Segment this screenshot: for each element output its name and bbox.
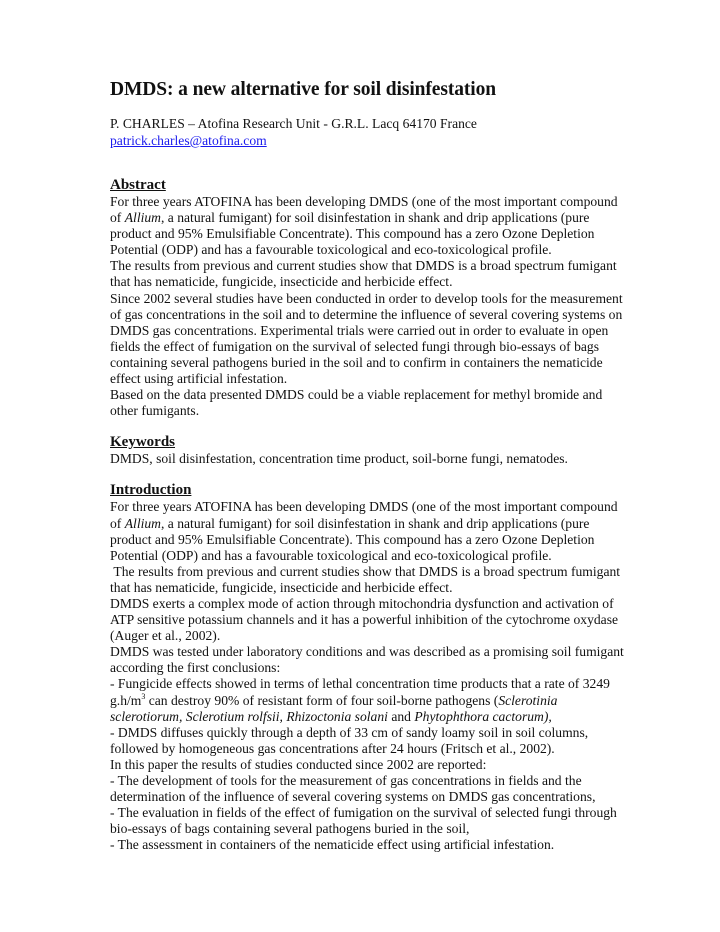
author-line: P. CHARLES – Atofina Research Unit - G.R.L. Lacq 64170 France [110, 116, 477, 131]
intro-paragraph-2: The results from previous and current studies show that DMDS is a broad spectrum fumigant that has nematicide, fungicide, insecticide and herbicide effect. [110, 563, 624, 595]
text-run: For three years ATOFINA has been developing DMDS (one of the most important compound of [110, 499, 618, 531]
abstract-heading: Abstract [110, 177, 166, 193]
introduction-heading: Introduction [110, 482, 192, 499]
keywords-heading: Keywords [110, 434, 175, 451]
text-run: , a natural fumigant) for soil disinfestation in shank and drip applications (pure product and 95% Emulsifiable Concentrate). This compound has a zero Ozone Depletion Potential (ODP) and has a favourable toxicological and eco-toxicological profile. [110, 210, 595, 258]
abstract-section [110, 176, 630, 419]
italic-run: Phytophthora cactorum), [414, 708, 552, 724]
keywords-section [110, 433, 630, 467]
abstract-paragraph-4: Based on the data presented DMDS could be a viable replacement for methyl bromide and other fumigants. [110, 387, 603, 419]
intro-paragraph-3: DMDS exerts a complex mode of action through mitochondria dysfunction and activation of ATP sensitive potassium channels and it has a powerful inhibition of the cytochrome oxydase (Auger et al., 2002). [110, 595, 619, 644]
intro-paragraph-5: In this paper the results of studies conducted since 2002 are reported: [110, 756, 487, 772]
abstract-paragraph-1 [110, 194, 630, 258]
text-run: can destroy 90% of resistant form of four soil-borne pathogens ( [145, 692, 499, 708]
text-run: - Fungicide effects showed in terms of lethal concentration time products that a rate of 3249 g.h/m [110, 676, 610, 708]
italic-run: Allium [124, 210, 161, 226]
intro-paragraph-4: DMDS was tested under laboratory conditions and was described as a promising soil fumigant according the first conclusions: [110, 644, 624, 676]
italic-run: Sclerotinia sclerotiorum, Sclerotium rolfsii, Rhizoctonia solani [110, 692, 558, 724]
intro-paragraph-1 [110, 499, 630, 563]
intro-bullet-3: - The development of tools for the measurement of gas concentrations in fields and the determination of the influence of several covering systems on DMDS gas concentrations, [110, 773, 596, 805]
text-run: For three years ATOFINA has been developing DMDS (one of the most important compound of [110, 194, 618, 226]
italic-run: Allium [124, 515, 161, 531]
abstract-paragraph-2: The results from previous and current studies show that DMDS is a broad spectrum fumigant that has nematicide, fungicide, insecticide and herbicide effect. [110, 258, 617, 290]
abstract-paragraph-3: Since 2002 several studies have been conducted in order to develop tools for the measurement of gas concentrations in the soil and to determine the influence of several covering systems on DMDS gas concentrations. Experimental trials were carried out in order to evaluate in open fields the effect of fumigation on the survival of selected fungi through bio-essays of bags containing several pathogens buried in the soil and to confirm in containers the nematicide effect using artificial infestation. [110, 290, 623, 387]
intro-bullet-2: - DMDS diffuses quickly through a depth of 33 cm of sandy loamy soil in soil columns, followed by homogeneous gas concentrations after 24 hours (Fritsch et al., 2002). [110, 724, 589, 756]
keywords-text: DMDS, soil disinfestation, concentration time product, soil-borne fungi, nematodes. [110, 451, 568, 467]
introduction-section [110, 481, 630, 853]
superscript: 3 [141, 691, 146, 701]
intro-bullet-1 [110, 676, 630, 724]
text-run: and [387, 708, 415, 724]
text-run: , a natural fumigant) for soil disinfestation in shank and drip applications (pure product and 95% Emulsifiable Concentrate). This compound has a zero Ozone Depletion Potential (ODP) and has a favourable toxicological and eco-toxicological profile. [110, 515, 595, 563]
intro-bullet-5: - The assessment in containers of the nematicide effect using artificial infestation. [110, 837, 555, 853]
intro-bullet-4: - The evaluation in fields of the effect of fumigation on the survival of selected fungi through bio-essays of bags containing several pathogens buried in the soil, [110, 805, 617, 837]
author-email-link[interactable]: patrick.charles@atofina.com [110, 133, 267, 148]
document-page [110, 78, 630, 853]
paper-title: DMDS: a new alternative for soil disinfestation [110, 79, 496, 100]
